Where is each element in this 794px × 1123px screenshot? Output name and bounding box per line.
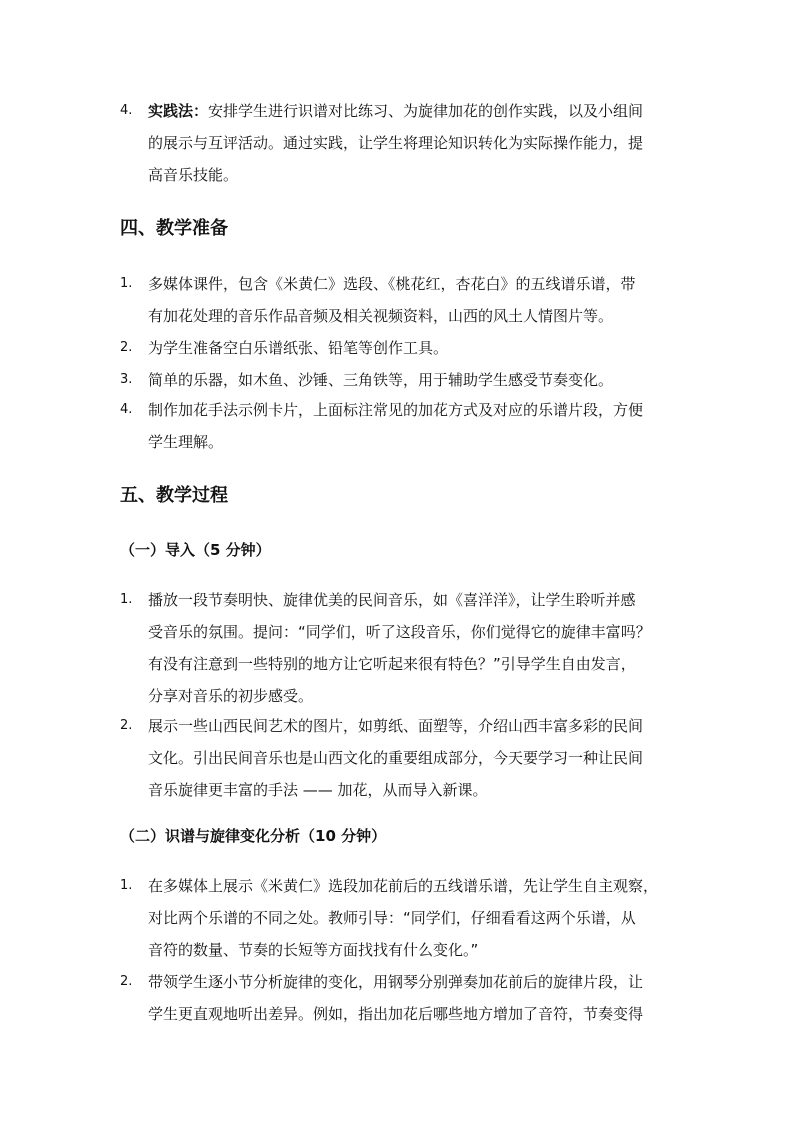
- list-number: 4.: [120, 103, 133, 118]
- list-line: 受音乐的氛围。提问：“同学们，听了这段音乐，你们觉得它的旋律丰富吗？: [148, 623, 651, 641]
- list-item: [120, 364, 680, 396]
- list-item: [120, 332, 680, 364]
- list-line: 多媒体课件，包含《米黄仁》选段、《桃花红，杏花白》的五线谱乐谱，带: [148, 275, 636, 293]
- list-number: 1.: [120, 878, 133, 893]
- list-line: 实践法：安排学生进行识谱对比练习、为旋律加花的创作实践，以及小组间: [148, 102, 644, 120]
- list-line: 音乐旋律更丰富的手法 —— 加花，从而导入新课。: [148, 781, 488, 799]
- list-line: 展示一些山西民间艺术的图片，如剪纸、面塑等，介绍山西丰富多彩的民间: [148, 717, 644, 735]
- list-line: 文化。引出民间音乐也是山西文化的重要组成部分，今天要学习一种让民间: [148, 749, 644, 767]
- section-heading: 四、教学准备: [120, 218, 228, 239]
- list-line: 在多媒体上展示《米黄仁》选段加花前后的五线谱乐谱，先让学生自主观察，: [148, 877, 659, 895]
- subsection-heading: （二）识谱与旋律变化分析（10 分钟）: [120, 827, 387, 845]
- item-lead: 实践法：: [148, 102, 209, 120]
- list-number: 1.: [120, 592, 133, 607]
- list-line: 制作加花手法示例卡片，上面标注常见的加花方式及对应的乐谱片段，方便: [148, 401, 644, 419]
- list-line: 对比两个乐谱的不同之处。教师引导：“同学们，仔细看看这两个乐谱，从: [148, 909, 636, 927]
- list-line: 有加花处理的音乐作品音频及相关视频资料，山西的风土人情图片等。: [148, 307, 614, 325]
- list-item: [120, 394, 680, 458]
- list-item: [120, 870, 680, 966]
- list-line: 为学生准备空白乐谱纸张、铅笔等创作工具。: [148, 339, 449, 357]
- list-item: [120, 268, 680, 332]
- list-line: 分享对音乐的初步感受。: [148, 687, 314, 705]
- list-number: 3.: [120, 372, 133, 387]
- list-line: 带领学生逐小节分析旋律的变化，用钢琴分别弹奏加花前后的旋律片段，让: [148, 973, 644, 991]
- list-line: 音符的数量、节奏的长短等方面找找有什么变化。”: [148, 941, 479, 959]
- list-line: 简单的乐器，如木鱼、沙锤、三角铁等，用于辅助学生感受节奏变化。: [148, 371, 614, 389]
- list-number: 2.: [120, 340, 133, 355]
- list-line: 学生更直观地听出差异。例如，指出加花后哪些地方增加了音符，节奏变得: [148, 1005, 644, 1023]
- list-number: 1.: [120, 276, 133, 291]
- list-line: 播放一段节奏明快、旋律优美的民间音乐，如《喜洋洋》，让学生聆听并感: [148, 591, 636, 609]
- list-line: 的展示与互评活动。通过实践，让学生将理论知识转化为实际操作能力，提: [148, 134, 644, 152]
- list-number: 4.: [120, 402, 133, 417]
- list-number: 2.: [120, 974, 133, 989]
- list-line: 有没有注意到一些特别的地方让它听起来很有特色？”引导学生自由发言，: [148, 655, 636, 673]
- section-heading: 五、教学过程: [120, 485, 228, 506]
- list-line: 学生理解。: [148, 433, 224, 451]
- list-item: [120, 584, 680, 712]
- list-number: 2.: [120, 718, 133, 733]
- list-line: 高音乐技能。: [148, 166, 239, 184]
- list-item: [120, 966, 680, 1030]
- list-item: [120, 710, 680, 806]
- subsection-heading: （一）导入（5 分钟）: [120, 541, 271, 559]
- practice-method-item: [120, 95, 680, 191]
